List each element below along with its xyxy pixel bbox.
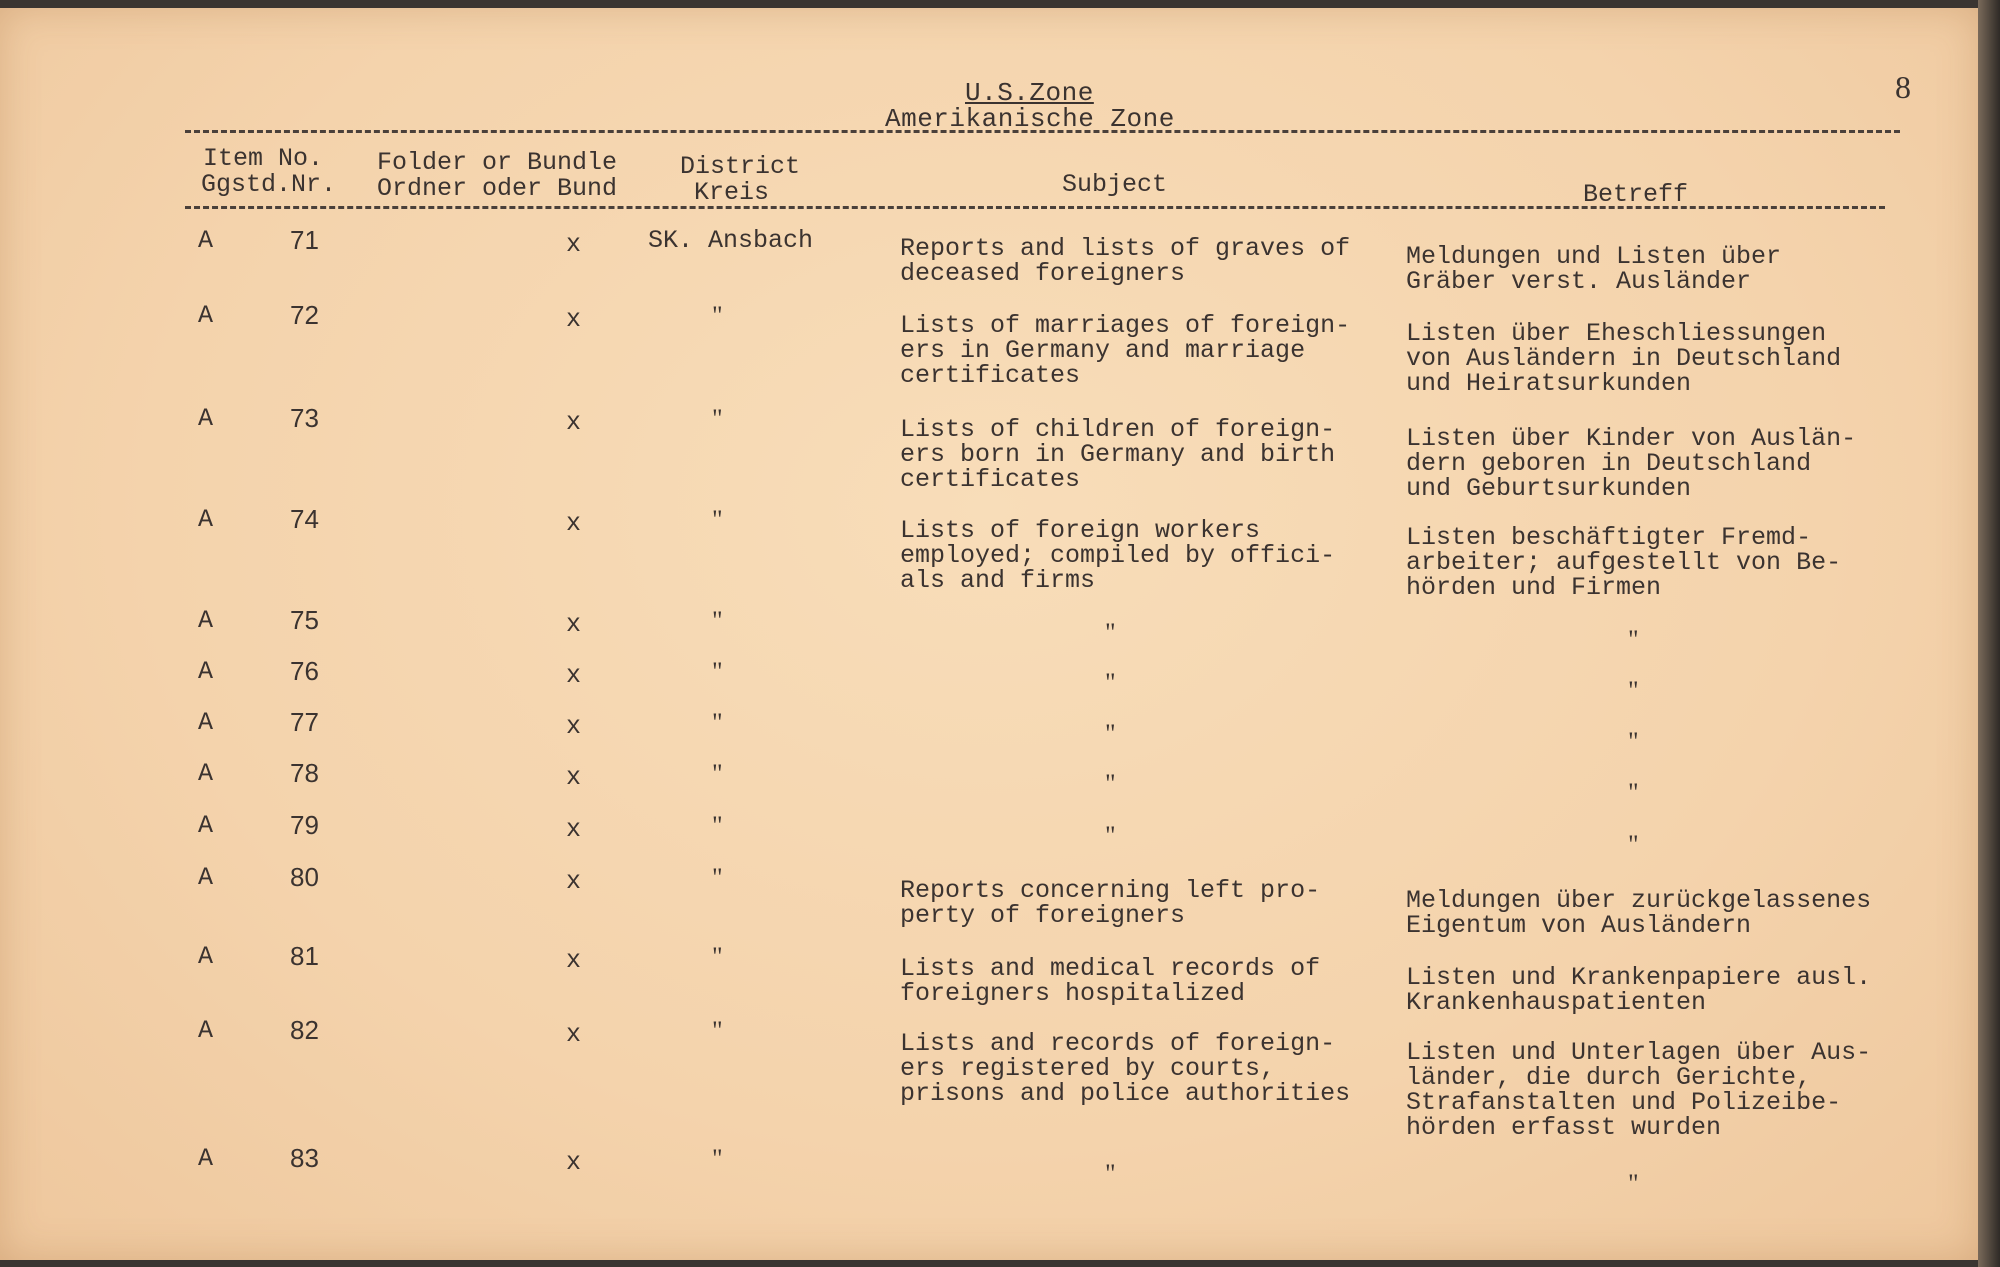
item-prefix: A: [198, 708, 214, 737]
folder-mark: x: [566, 867, 582, 896]
subject: Lists of children of foreign- ers born in Germany and birth certificates: [900, 415, 1336, 494]
betreff: Listen und Krankenpapiere ausl. Krankenhauspatienten: [1406, 963, 1872, 1017]
col-betreff: Betreff: [1583, 180, 1689, 209]
district: SK. Ansbach: [648, 226, 814, 255]
district: ": [712, 301, 723, 330]
item-prefix: A: [198, 606, 214, 635]
district: ": [712, 811, 723, 840]
item-prefix: A: [198, 863, 214, 892]
item-prefix: A: [198, 1144, 214, 1173]
item-number: 79: [290, 810, 319, 840]
item-prefix: A: [198, 811, 214, 840]
item-prefix: A: [198, 505, 214, 534]
subject: ": [1105, 719, 1116, 748]
col-district-en: District: [680, 152, 801, 181]
betreff: Listen über Eheschliessungen von Ausländern in Deutschland und Heiratsurkunden: [1406, 319, 1842, 398]
district: ": [712, 1016, 723, 1045]
item-prefix: A: [198, 226, 214, 255]
subject: Reports and lists of graves of deceased foreigners: [900, 234, 1351, 288]
subject: ": [1105, 668, 1116, 697]
document-page: [0, 8, 1978, 1260]
item-prefix: A: [198, 657, 214, 686]
col-item-en: Item No.: [203, 144, 324, 173]
district: ": [712, 708, 723, 737]
item-number: 75: [290, 605, 319, 635]
folder-mark: x: [566, 815, 582, 844]
betreff: Listen über Kinder von Auslän- dern geboren in Deutschland und Geburtsurkunden: [1406, 424, 1857, 503]
betreff: Meldungen und Listen über Gräber verst. Ausländer: [1406, 242, 1782, 296]
district: ": [712, 657, 723, 686]
folder-mark: x: [566, 946, 582, 975]
subject: ": [1105, 1159, 1116, 1188]
subject: Lists and medical records of foreigners hospitalized: [900, 954, 1321, 1008]
folder-mark: x: [566, 1020, 582, 1049]
item-prefix: A: [198, 942, 214, 971]
district: ": [712, 606, 723, 635]
folder-mark: x: [566, 230, 582, 259]
district: ": [712, 505, 723, 534]
betreff: Listen beschäftigter Fremd- arbeiter; aufgestellt von Be- hörden und Firmen: [1406, 523, 1842, 602]
item-number: 82: [290, 1015, 319, 1045]
subject: ": [1105, 769, 1116, 798]
subject: Lists of marriages of foreign- ers in Germany and marriage certificates: [900, 311, 1351, 390]
item-number: 72: [290, 300, 319, 330]
col-folder-en: Folder or Bundle: [377, 148, 618, 177]
item-prefix: A: [198, 404, 214, 433]
folder-mark: x: [566, 1148, 582, 1177]
betreff: ": [1628, 1169, 1639, 1198]
item-number: 83: [290, 1143, 319, 1173]
folder-mark: x: [566, 509, 582, 538]
folder-mark: x: [566, 408, 582, 437]
item-number: 74: [290, 504, 319, 534]
col-subject: Subject: [1062, 170, 1168, 199]
district: ": [712, 863, 723, 892]
folder-mark: x: [566, 712, 582, 741]
subject: ": [1105, 821, 1116, 850]
item-number: 76: [290, 656, 319, 686]
betreff: ": [1628, 676, 1639, 705]
item-number: 78: [290, 758, 319, 788]
item-number: 80: [290, 862, 319, 892]
item-number: 81: [290, 941, 319, 971]
betreff: Meldungen über zurückgelassenes Eigentum von Ausländern: [1406, 886, 1872, 940]
district: ": [712, 1144, 723, 1173]
district: ": [712, 404, 723, 433]
district: ": [712, 942, 723, 971]
col-folder-de: Ordner oder Bund: [377, 174, 618, 203]
zone-title-german: Amerikanische Zone: [885, 104, 1175, 134]
zone-title-english: U.S.Zone: [965, 78, 1094, 108]
col-district-de: Kreis: [694, 178, 770, 207]
page-number: 8: [1895, 69, 1912, 105]
item-prefix: A: [198, 301, 214, 330]
page-edge-shadow: [1978, 0, 2000, 1267]
header-rule-bottom: [185, 206, 1885, 209]
item-prefix: A: [198, 759, 214, 788]
item-number: 77: [290, 707, 319, 737]
folder-mark: x: [566, 661, 582, 690]
item-prefix: A: [198, 1016, 214, 1045]
folder-mark: x: [566, 763, 582, 792]
subject: Lists and records of foreign- ers registered by courts, prisons and police authorities: [900, 1029, 1351, 1108]
subject: ": [1105, 618, 1116, 647]
district: ": [712, 759, 723, 788]
betreff: Listen und Unterlagen über Aus- länder, die durch Gerichte, Strafanstalten und Polizeibe- hörden erfasst wurden: [1406, 1038, 1872, 1142]
item-number: 71: [290, 225, 319, 255]
folder-mark: x: [566, 610, 582, 639]
folder-mark: x: [566, 305, 582, 334]
betreff: ": [1628, 727, 1639, 756]
col-item-de: Ggstd.Nr.: [201, 170, 337, 199]
item-number: 73: [290, 403, 319, 433]
betreff: ": [1628, 778, 1639, 807]
subject: Reports concerning left pro- perty of foreigners: [900, 876, 1321, 930]
betreff: ": [1628, 830, 1639, 859]
header-rule-top: [185, 130, 1900, 133]
betreff: ": [1628, 625, 1639, 654]
subject: Lists of foreign workers employed; compiled by offici- als and firms: [900, 516, 1336, 595]
